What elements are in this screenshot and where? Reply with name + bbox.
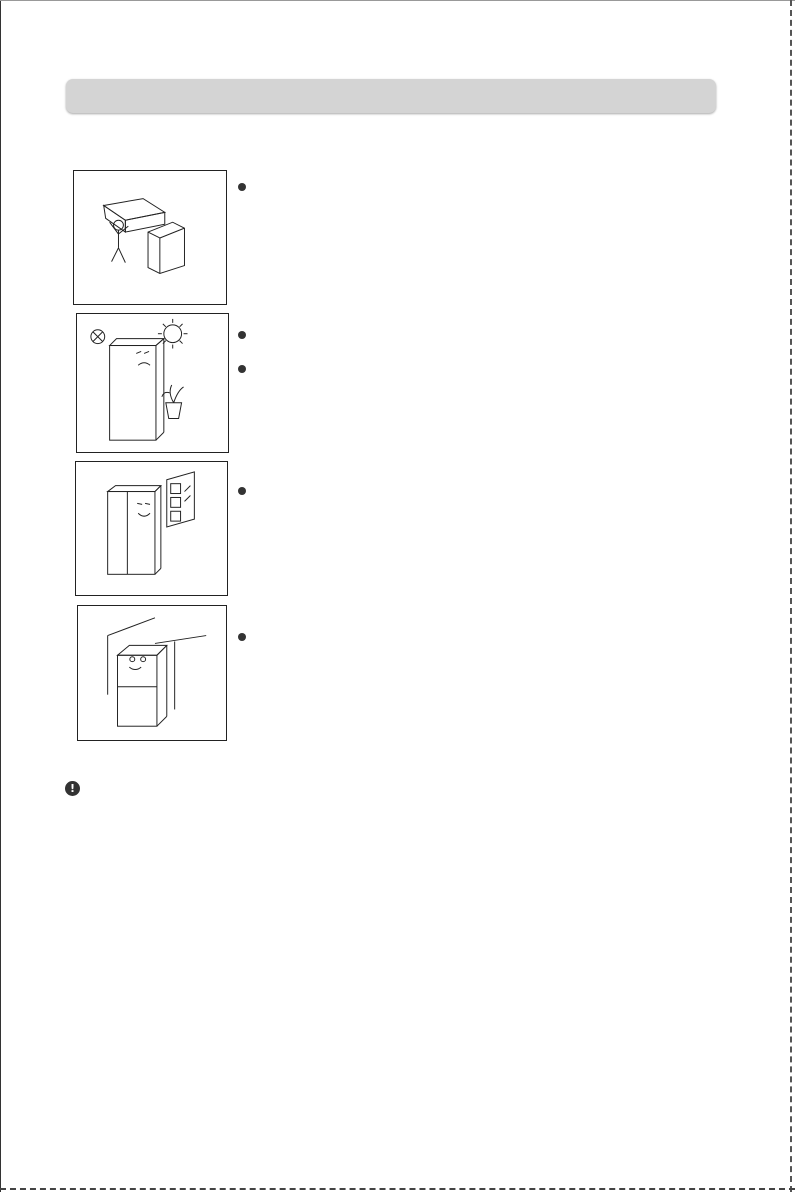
illustration-carrying-refrigerator (73, 170, 227, 305)
cut-line (790, 0, 792, 1192)
exclamation-circle-icon: ! (65, 781, 80, 796)
circle-x-icon (91, 330, 105, 344)
bullet-dot (238, 183, 246, 191)
window-illustration-svg (76, 462, 227, 595)
sunlight-illustration-svg (77, 314, 228, 452)
corner-illustration-svg (78, 606, 226, 740)
illustration-corner (77, 605, 227, 741)
bullet-dot (238, 487, 246, 495)
bullet-dot (238, 331, 246, 339)
bullet-dot (238, 633, 246, 641)
bottom-cut-line (0, 1188, 795, 1190)
page-border-top (0, 0, 795, 1)
bullet-dot (238, 365, 246, 373)
page-border (0, 0, 1, 1192)
carrying-illustration-svg (74, 171, 226, 304)
illustration-window (75, 461, 228, 596)
illustration-sunlight-warning (76, 313, 229, 453)
section-header-bar (66, 79, 716, 113)
